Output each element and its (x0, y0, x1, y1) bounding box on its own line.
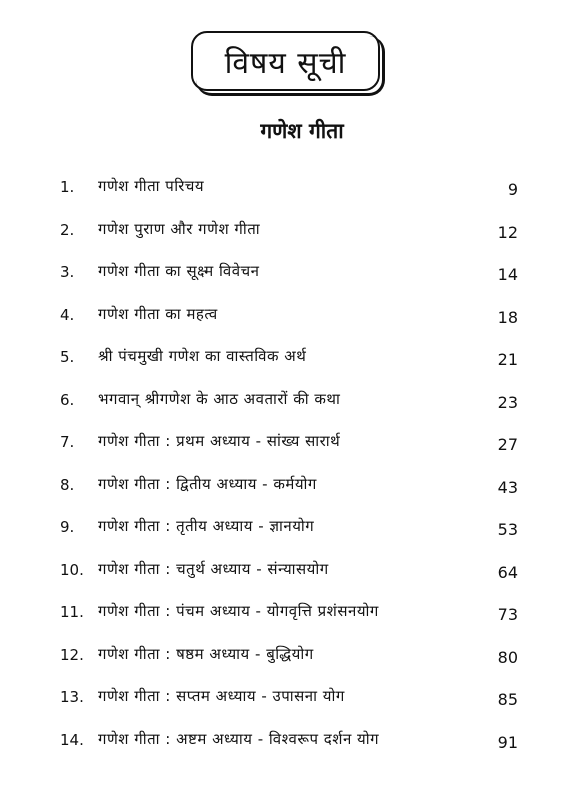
toc-entry-number: 3. (60, 263, 75, 281)
toc-entry-label: गणेश गीता : प्रथम अध्याय - सांख्य सारार्थ (98, 432, 341, 450)
page-title: विषय सूची (224, 45, 347, 81)
toc-entry (60, 298, 518, 341)
toc-entry-page: 14 (497, 265, 518, 284)
toc-entry (60, 468, 518, 511)
toc-entry (60, 680, 518, 723)
toc-entry-label: भगवान् श्रीगणेश के आठ अवतारों की कथा (98, 389, 341, 408)
toc-entry-number: 13. (60, 688, 84, 706)
toc-entry-label: गणेश गीता : चतुर्थ अध्याय - संन्यासयोग (98, 559, 329, 578)
toc-entry-page: 18 (497, 307, 518, 327)
toc-entry-number: 7. (60, 433, 75, 451)
toc-entry-number: 14. (60, 730, 84, 749)
toc-entry-page: 91 (497, 732, 518, 752)
toc-entry-label: गणेश गीता का महत्व (98, 304, 218, 323)
toc-entry-number: 5. (60, 348, 75, 366)
section-heading: गणेश गीता (260, 119, 344, 143)
toc-entry-label: गणेश गीता परिचय (98, 177, 205, 195)
toc-entry-label: श्री पंचमुखी गणेश का वास्तविक अर्थ (98, 347, 307, 365)
toc-entry-label: गणेश गीता का सूक्ष्म विवेचन (98, 262, 260, 280)
toc-entry (60, 170, 518, 213)
toc-entry-number: 8. (60, 475, 75, 494)
toc-entry-number: 1. (60, 178, 75, 196)
toc-entry (60, 383, 518, 426)
toc-entry-page: 64 (497, 562, 518, 582)
toc-entry (60, 553, 518, 596)
toc-entry (60, 425, 518, 468)
toc-entry-number: 2. (60, 220, 75, 239)
toc-entry-page: 85 (497, 690, 518, 709)
toc-entry-page: 53 (497, 520, 518, 539)
toc-entry-label: गणेश पुराण और गणेश गीता (98, 219, 261, 238)
toc-entry-page: 23 (497, 392, 518, 412)
toc-entry-number: 9. (60, 518, 75, 536)
toc-entry (60, 255, 518, 298)
toc-entry-label: गणेश गीता : तृतीय अध्याय - ज्ञानयोग (98, 517, 315, 535)
toc-entry (60, 510, 518, 553)
toc-entry-page: 12 (497, 222, 518, 242)
toc-entry-label: गणेश गीता : द्वितीय अध्याय - कर्मयोग (98, 474, 317, 493)
toc-entry (60, 340, 518, 383)
toc-entry-label: गणेश गीता : षष्ठम अध्याय - बुद्धियोग (98, 644, 314, 663)
toc-list (60, 170, 518, 765)
toc-entry-page: 9 (507, 180, 518, 199)
toc-entry-number: 4. (60, 305, 75, 324)
toc-entry (60, 213, 518, 256)
toc-entry (60, 595, 518, 638)
toc-entry-label: गणेश गीता : सप्तम अध्याय - उपासना योग (98, 687, 345, 705)
toc-entry-number: 11. (60, 603, 84, 621)
toc-entry-page: 80 (497, 647, 518, 667)
toc-entry (60, 723, 518, 766)
toc-entry-label: गणेश गीता : अष्टम अध्याय - विश्वरूप दर्शन योग (98, 729, 380, 748)
toc-entry-number: 6. (60, 390, 75, 409)
toc-entry-label: गणेश गीता : पंचम अध्याय - योगवृत्ति प्रशंसनयोग (98, 602, 379, 620)
title-box (191, 31, 380, 91)
toc-entry-page: 27 (497, 435, 518, 454)
toc-entry-page: 21 (497, 350, 518, 369)
toc-entry-number: 12. (60, 645, 84, 664)
toc-entry (60, 638, 518, 681)
toc-entry-page: 73 (497, 605, 518, 624)
toc-entry-page: 43 (497, 477, 518, 497)
toc-entry-number: 10. (60, 560, 84, 579)
